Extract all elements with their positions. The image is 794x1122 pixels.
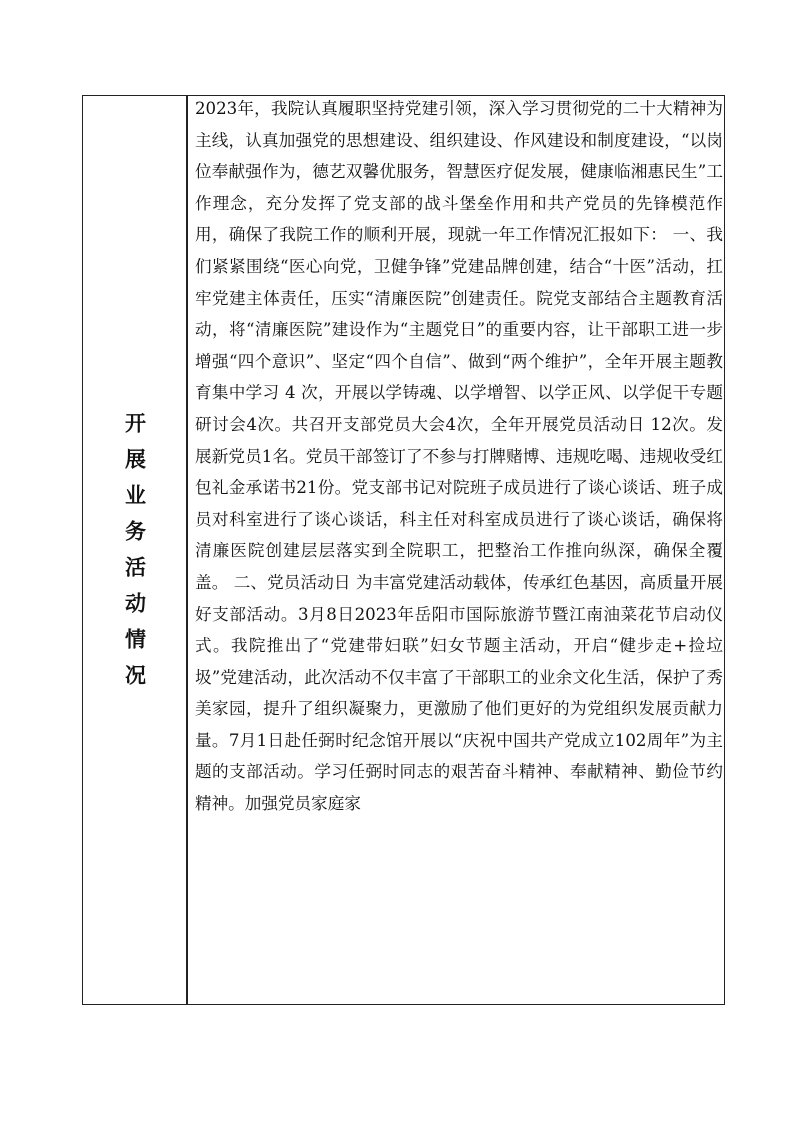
content-paragraph: 2023年，我院认真履职坚持党建引领，深入学习贯彻党的二十大精神为主线，认真加强党的思想建设、组织建设、作风建设和制度建设，“以岗位奉献强作为，德艺双馨优服务，智慧医疗促发展，健康临湘惠民生”工作理念，充分发挥了党支部的战斗堡垒作用和共产党员的先锋模范作用，确保了我院工作的顺利开展，现就一年工作情况汇报如下： 一、我们紧紧围绕“医心向党，卫健争锋”党建品牌创建，结合“十医”活动，扛牢党建主体责任，压实“清廉医院”创建责任。院党支部结合主题教育活动，将“清廉医院”建设作为“主题党日”的重要内容，让干部职工进一步增强“四个意识”、坚定“四个自信”、做到“两个维护”，全年开展主题教育集中学习 4 次，开展以学铸魂、以学增智、以学正风、以学促干专题研讨会4次。共召开支部党员大会4次，全年开展党员活动日 12次。发展新党员1名。党员干部签订了不参与打牌赌博、违规吃喝、违规收受红包礼金承诺书21份。党支部书记对院班子成员进行了谈心谈话、班子成员对科室进行了谈心谈话，科主任对科室成员进行了谈心谈话，确保将清廉医院创建层层落实到全院职工，把整治工作推向纵深，确保全覆盖。 二、党员活动日 为丰富党建活动载体，传承红色基因，高质量开展好支部活动。3月8日2023年岳阳市国际旅游节暨江南油菜花节启动仪式。我院推出了“党建带妇联”妇女节题主活动，开启“健步走+捡垃圾”党建活动，此次活动不仅丰富了干部职工的业余文化生活，保护了秀美家园，提升了组织凝聚力，更激励了他们更好的为党组织发展贡献力量。7月1日赴任弼时纪念馆开展以“庆祝中国共产党成立102周年”为主题的支部活动。学习任弼时同志的艰苦奋斗精神、奉献精神、勤俭节约精神。加强党员家庭家 bbox=[195, 99, 723, 814]
report-table bbox=[82, 95, 725, 1005]
content-cell bbox=[189, 96, 723, 1004]
column-divider bbox=[186, 96, 188, 1004]
section-label: 开展业务活动情况 bbox=[122, 412, 147, 700]
section-label-cell bbox=[83, 96, 186, 1004]
